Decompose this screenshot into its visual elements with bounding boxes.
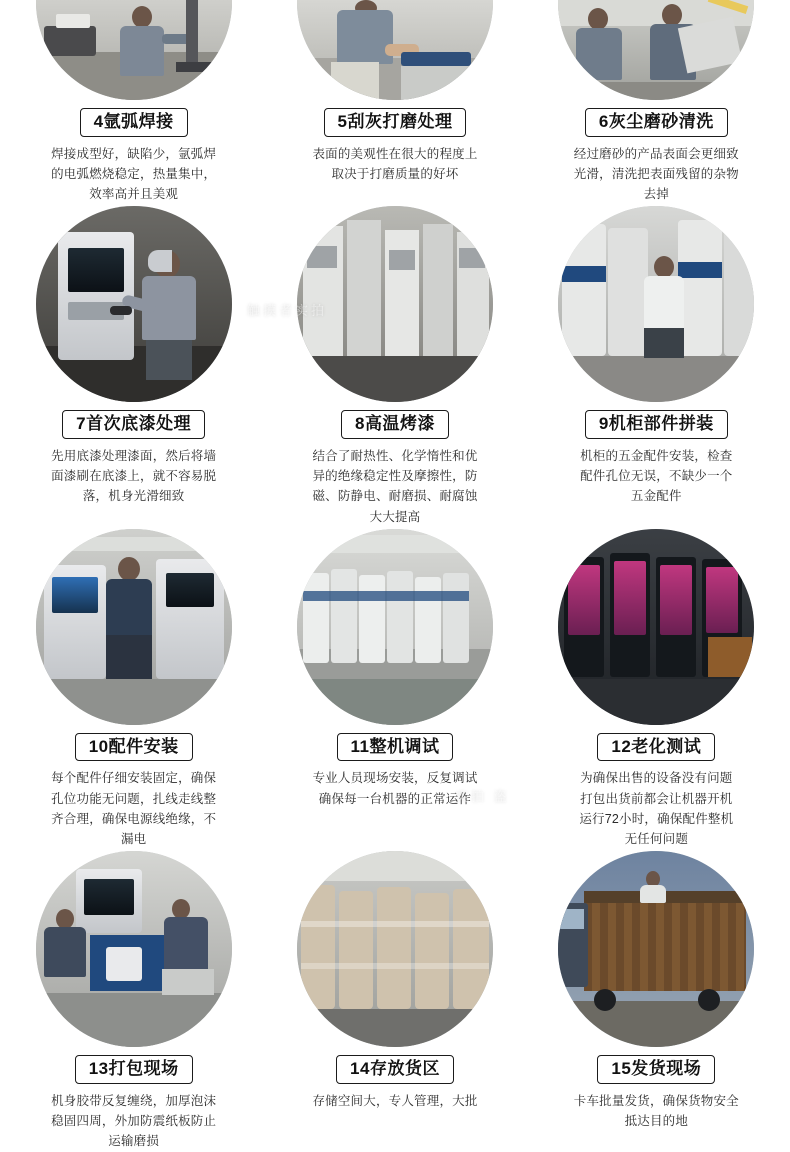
step-card-8 <box>269 206 520 527</box>
watermark-center: 触摸者实拍 <box>247 303 328 318</box>
step-desc-13: 机身胶带反复缠绕，加厚泡沫 稳固四周，外加防震纸板防止 运输磨损 <box>51 1093 217 1149</box>
step-card-10 <box>8 529 259 850</box>
step-label-14: 14存放货区 <box>336 1055 454 1084</box>
step-card-9 <box>531 206 782 527</box>
step-photo-debugging <box>297 529 493 725</box>
step-desc-8: 结合了耐热性、化学惰性和优 异的绝缘稳定性及摩擦性，防 磁、防静电、耐磨损、耐腐蚀 大大提高 <box>312 448 478 524</box>
step-photo-warehouse <box>297 851 493 1047</box>
step-desc-7: 先用底漆处理漆面，然后将墙 面漆刷在底漆上，就不容易脱 落，机身光滑细致 <box>51 448 217 504</box>
watermark-lower: 实拍 盗 <box>455 789 510 804</box>
step-desc-6: 经过磨砂的产品表面会更细致 光滑，清洗把表面残留的杂物 去掉 <box>573 146 739 202</box>
step-card-4 <box>8 0 259 204</box>
step-card-12 <box>531 529 782 850</box>
step-desc-10: 每个配件仔细安装固定，确保 孔位功能无问题，扎线走线整 齐合理，确保电源线绝缘，不 漏电 <box>51 771 217 847</box>
step-label-9: 9机柜部件拼装 <box>585 410 728 439</box>
step-desc-12: 为确保出售的设备没有问题 打包出货前都会让机器开机 运行72小时，确保配件整机 无任何问题 <box>579 771 734 847</box>
step-label-11: 11整机调试 <box>337 733 454 762</box>
step-photo-parts-install <box>36 529 232 725</box>
step-card-13 <box>8 851 259 1151</box>
step-photo-sanding <box>297 0 493 100</box>
step-card-14 <box>269 851 520 1151</box>
step-label-4: 4氩弧焊接 <box>80 108 188 137</box>
step-label-5: 5刮灰打磨处理 <box>324 108 467 137</box>
step-label-7: 7首次底漆处理 <box>62 410 205 439</box>
step-card-15 <box>531 851 782 1151</box>
step-desc-4: 焊接成型好，缺陷少，氩弧焊 的电弧燃烧稳定，热量集中， 效率高并且美观 <box>51 146 217 202</box>
step-photo-assembly-cabinet <box>558 206 754 402</box>
step-desc-9: 机柜的五金配件安装，检查 配件孔位无误，不缺少一个 五金配件 <box>580 448 733 504</box>
step-photo-packing <box>36 851 232 1047</box>
step-photo-aging-test <box>558 529 754 725</box>
step-photo-shipping <box>558 851 754 1047</box>
step-label-13: 13打包现场 <box>75 1055 193 1084</box>
step-label-10: 10配件安装 <box>75 733 193 762</box>
step-photo-priming <box>36 206 232 402</box>
step-card-5 <box>269 0 520 204</box>
step-label-12: 12老化测试 <box>597 733 715 762</box>
step-photo-baking <box>297 206 493 402</box>
step-photo-cleaning <box>558 0 754 100</box>
step-desc-11: 专业人员现场安装，反复调试 确保每一台机器的正常运作 <box>312 771 478 806</box>
step-desc-15: 卡车批量发货，确保货物安全 抵达目的地 <box>573 1093 739 1129</box>
step-card-6 <box>531 0 782 204</box>
step-label-8: 8高温烤漆 <box>341 410 449 439</box>
step-photo-welding <box>36 0 232 100</box>
step-label-15: 15发货现场 <box>597 1055 715 1084</box>
step-desc-14: 存储空间大，专人管理，大批 <box>312 1093 478 1108</box>
step-card-7 <box>8 206 259 527</box>
step-desc-5: 表面的美观性在很大的程度上 取决于打磨质量的好坏 <box>312 146 478 181</box>
step-label-6: 6灰尘磨砂清洗 <box>585 108 728 137</box>
step-card-11 <box>269 529 520 850</box>
